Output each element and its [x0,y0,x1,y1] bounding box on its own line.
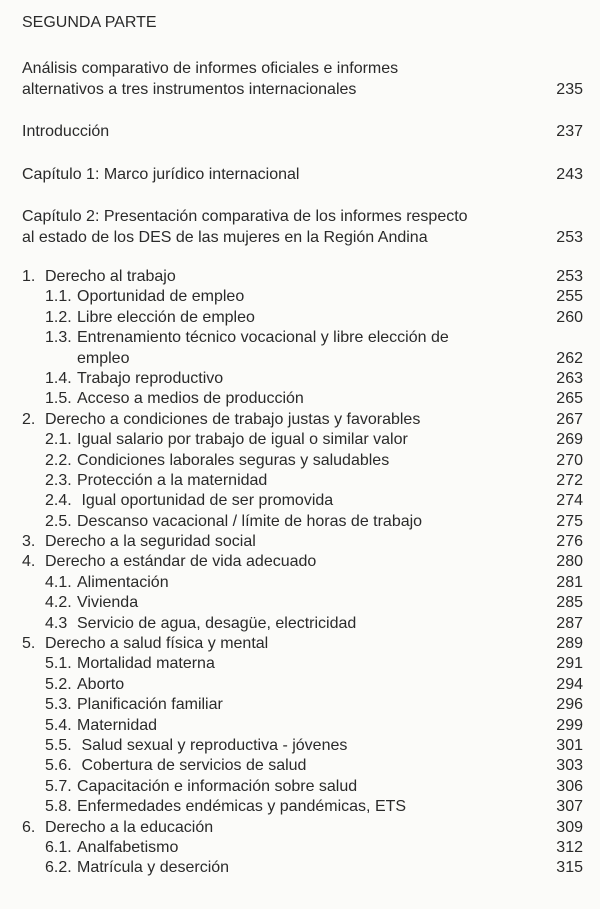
entry-number: 2. [22,410,36,428]
entry-title: Enfermedades endémicas y pandémicas, ETS [77,798,407,816]
entry-title: Trabajo reproductivo [77,369,224,387]
entry-title: Maternidad [77,716,158,734]
entry-number: 4.1. [45,573,72,591]
toc-entry[interactable] [22,777,583,797]
page-number: 263 [556,369,583,387]
entry-number: 1.1. [45,288,72,306]
entry-title: Introducción [22,123,110,140]
toc-entry[interactable] [22,818,583,838]
entry-title: Capítulo 1: Marco jurídico internacional [22,166,300,183]
toc-entry[interactable] [22,349,583,369]
entry-number: 4.2. [45,594,72,612]
entry-number: 5.8. [45,798,72,816]
toc-entry[interactable] [22,654,583,674]
toc-entry[interactable] [22,308,583,328]
entry-title: al estado de los DES de las mujeres en la Región Andina [22,229,428,246]
entry-number: 2.1. [45,431,72,449]
page-number: 255 [556,288,583,306]
page-number: 253 [556,229,583,246]
toc-entry[interactable] [22,389,583,409]
page-number: 307 [556,798,583,816]
page-number: 294 [556,675,583,693]
toc-entry[interactable] [22,838,583,858]
toc-entry[interactable] [22,756,583,776]
page-number: 276 [556,533,583,551]
entry-title: Aborto [77,675,125,693]
toc-entry[interactable] [22,858,583,878]
toc-front-entry[interactable] [22,121,583,142]
page-number: 309 [556,818,583,836]
toc-entry[interactable] [22,267,583,287]
page-number: 272 [556,471,583,489]
page-number: 291 [556,655,583,673]
toc-entry[interactable] [22,634,583,654]
entry-number: 4.3 [45,614,68,632]
page-number: 270 [556,451,583,469]
page-number: 296 [556,696,583,714]
entry-title: Analfabetismo [77,838,179,856]
toc-front-entry[interactable] [22,164,583,185]
toc-entry[interactable] [22,736,583,756]
entry-title: Oportunidad de empleo [77,288,245,306]
page-number: 289 [556,635,583,653]
entry-number: 5. [22,635,36,653]
entry-number: 1.2. [45,308,72,326]
page-number: 306 [556,777,583,795]
toc-entry[interactable] [22,593,583,613]
toc-front-entry[interactable] [22,58,583,100]
entry-title: Igual oportunidad de ser promovida [77,492,334,510]
page-number: 253 [556,268,583,285]
entry-title: Descanso vacacional / límite de horas de trabajo [77,512,423,530]
entry-title: Derecho a condiciones de trabajo justas y favorables [45,410,421,428]
entry-number: 1.4. [45,369,72,387]
toc-front-entry[interactable] [22,206,583,248]
part-title: SEGUNDA PARTE [22,14,157,31]
entry-number: 4. [22,553,36,571]
entry-title: Libre elección de empleo [77,308,255,326]
page-number: 269 [556,431,583,449]
entry-number: 5.7. [45,777,72,795]
entry-number: 6.1. [45,838,72,856]
entry-title: Derecho a estándar de vida adecuado [45,553,317,571]
page-number: 281 [556,573,583,591]
page-number: 262 [556,349,583,367]
entry-title: alternativos a tres instrumentos internacionales [22,81,357,98]
entry-title: Entrenamiento técnico vocacional y libre elección de [77,329,449,347]
toc-entry[interactable] [22,532,583,552]
toc-entry[interactable] [22,552,583,572]
page-number: 265 [556,390,583,408]
toc-entry[interactable] [22,614,583,634]
toc-entry[interactable] [22,675,583,695]
entry-title: empleo [77,349,130,367]
page-number: 260 [556,308,583,326]
entry-title: Salud sexual y reproductiva - jóvenes [77,736,348,754]
page-number: 312 [556,838,583,856]
page-number: 243 [556,166,583,183]
entry-number: 5.6. [45,757,72,775]
entry-number: 5.1. [45,655,72,673]
page-number: 303 [556,757,583,775]
page-number: 287 [556,614,583,632]
entry-title: Igual salario por trabajo de igual o similar valor [77,431,408,449]
page-number: 274 [556,492,583,510]
page-number: 301 [556,736,583,754]
page-number: 235 [556,81,583,98]
entry-title: Servicio de agua, desagüe, electricidad [77,614,357,632]
entry-title: Matrícula y deserción [77,859,230,877]
entry-title: Alimentación [77,573,169,591]
toc-entry[interactable] [22,695,583,715]
entry-title: Protección a la maternidad [77,471,268,489]
page-number: 275 [556,512,583,530]
entry-title: Capacitación e información sobre salud [77,777,358,795]
page-number: 280 [556,553,583,571]
entry-number: 1.3. [45,329,72,347]
entry-title: Mortalidad materna [77,655,215,673]
entry-title: Derecho a la educación [45,818,214,836]
toc-entry[interactable] [22,471,583,491]
toc-entry[interactable] [22,451,583,471]
entry-title: Acceso a medios de producción [77,390,304,408]
toc-entry[interactable] [22,797,583,817]
entry-number: 5.5. [45,736,72,754]
entry-title: Derecho al trabajo [45,268,176,285]
entry-number: 5.3. [45,696,72,714]
entry-number: 5.4. [45,716,72,734]
entry-title: Capítulo 2: Presentación comparativa de los informes respecto [22,208,468,225]
entry-number: 2.3. [45,471,72,489]
entry-number: 3. [22,533,36,551]
entry-number: 2.5. [45,512,72,530]
toc-entry[interactable] [22,430,583,450]
entry-title: Cobertura de servicios de salud [77,757,307,775]
entry-number: 6. [22,818,36,836]
page-number: 299 [556,716,583,734]
page-number: 315 [556,859,583,877]
entry-title: Análisis comparativo de informes oficiales e informes [22,60,399,77]
toc-entry[interactable] [22,410,583,430]
toc-entry[interactable] [22,328,583,348]
toc-entry[interactable] [22,512,583,532]
entry-number: 1. [22,268,36,285]
entry-title: Derecho a salud física y mental [45,635,269,653]
entry-title: Derecho a la seguridad social [45,533,256,551]
toc-entry[interactable] [22,716,583,736]
entry-number: 2.2. [45,451,72,469]
entry-title: Vivienda [77,594,139,612]
page-number: 267 [556,410,583,428]
entry-title: Condiciones laborales seguras y saludables [77,451,390,469]
toc-entry[interactable] [22,369,583,389]
toc-entry[interactable] [22,573,583,593]
page-number: 237 [556,123,583,140]
entry-number: 2.4. [45,492,72,510]
toc-entry[interactable] [22,491,583,511]
toc-entry[interactable] [22,287,583,307]
page-number: 285 [556,594,583,612]
entry-number: 5.2. [45,675,72,693]
entry-title: Planificación familiar [77,696,223,714]
entry-number: 1.5. [45,390,72,408]
entry-number: 6.2. [45,859,72,877]
toc-list [22,267,583,879]
